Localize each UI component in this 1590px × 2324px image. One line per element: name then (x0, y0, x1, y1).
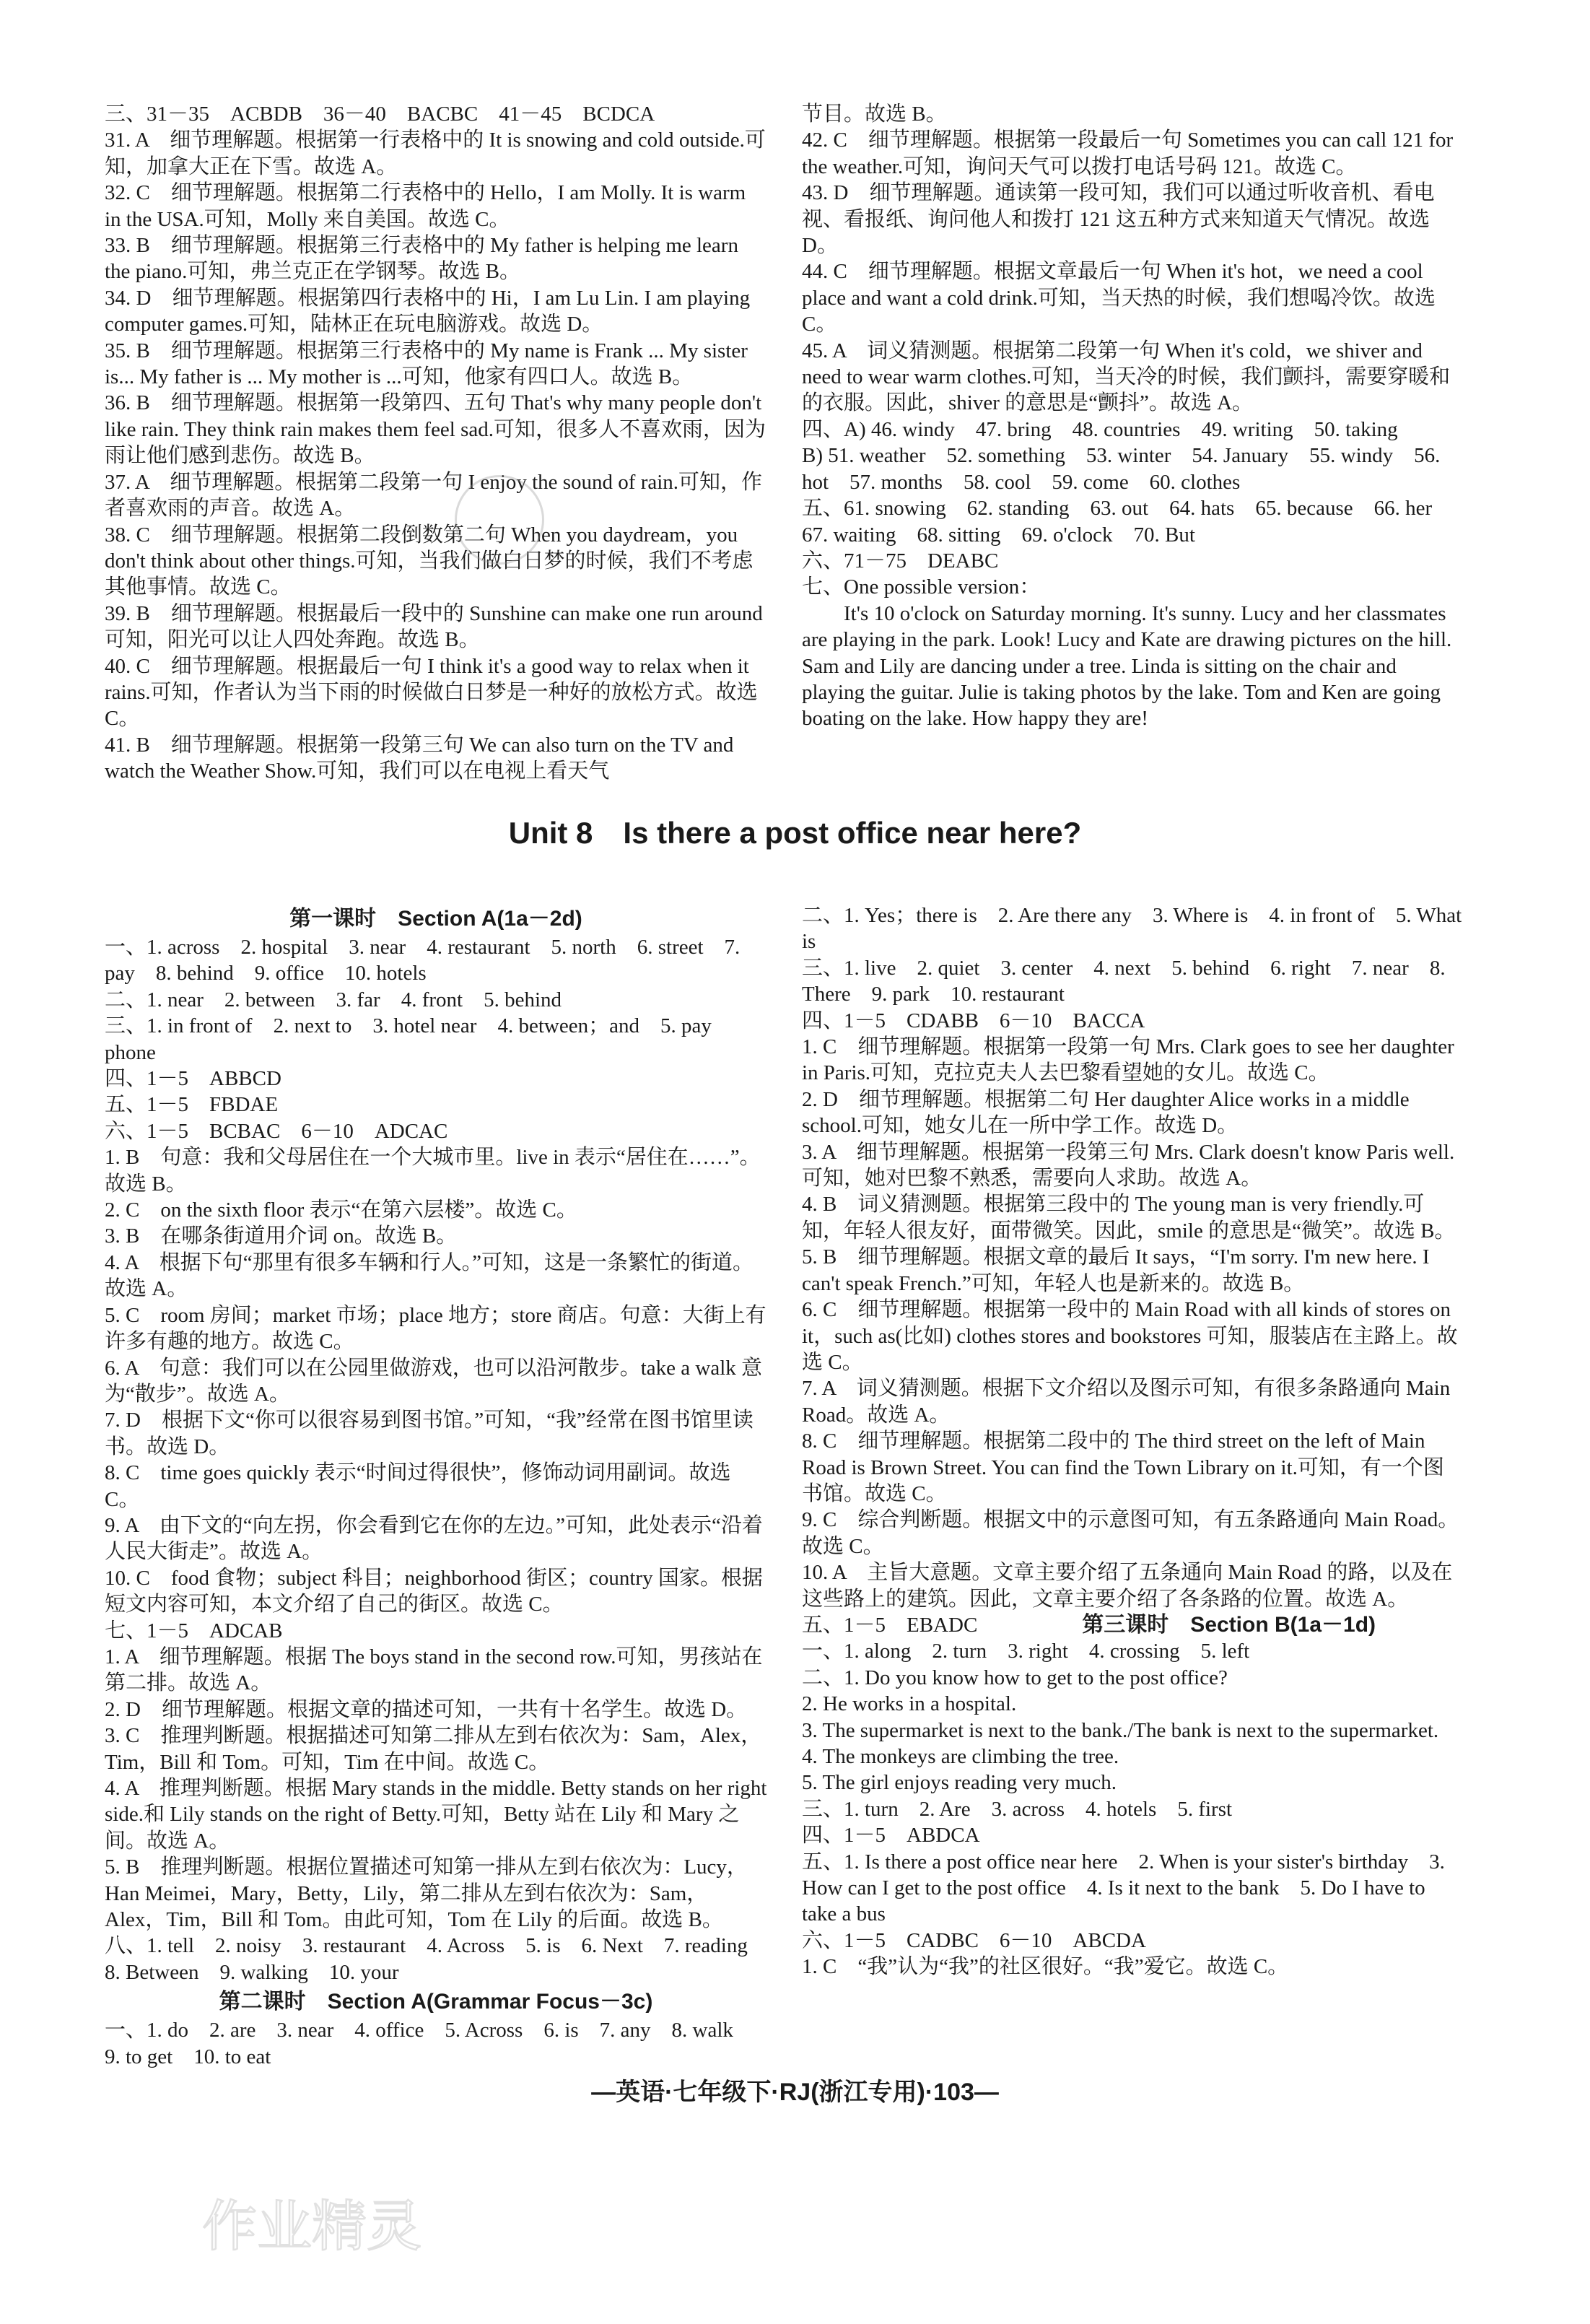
answer-line: 36. B 细节理解题。根据第一段第四、五句 That's why many people don't like rain. They think rain makes them feel sad.可知，很多人不喜欢雨，因为雨让他们感到悲伤。故选 B。 (105, 391, 767, 468)
answer-line: 9. A 由下文的“向左拐，你会看到它在你的左边。”可知，此处表示“沿着人民大街走”。故选 A。 (105, 1513, 763, 1564)
answer-line: 8. C 细节理解题。根据第二段中的 The third street on the left of Main Road is Brown Street. You can find the Town Library on it.可知，有一个图书馆。故选 C。 (802, 1429, 1444, 1505)
answer-line: 39. B 细节理解题。根据最后一段中的 Sunshine can make one run around 可知，阳光可以让人四处奔跑。故选 B。 (105, 601, 769, 652)
answer-line: 1. C “我”认为“我”的社区很好。“我”爱它。故选 C。 (802, 1955, 1289, 1979)
answer-line: 五、1－5 FBDAE (105, 1093, 279, 1117)
answer-line: 10. C food 食物；subject 科目；neighborhood 街区；country 国家。根据短文内容可知，本文介绍了自己的街区。故选 C。 (105, 1566, 763, 1616)
faint-stamp-mark (455, 475, 544, 565)
answer-line: 五、61. snowing 62. standing 63. out 64. hats 65. because 66. her 67. waiting 68. sitting 69. o'clock 70. But (802, 497, 1454, 547)
answer-line: 3. C 推理判断题。根据描述可知第二排从左到右依次为：Sam，Alex，Tim，Bill 和 Tom。可知，Tim 在中间。故选 C。 (105, 1724, 762, 1774)
answer-line: 1. B 句意：我和父母居住在一个大城市里。live in 表示“居住在……”。故选 B。 (105, 1146, 761, 1196)
section-title: 第二课时 Section A(Grammar Focus－3c) (219, 1990, 653, 2014)
answer-line: 六、1－5 BCBAC 6－10 ADCAC (105, 1119, 448, 1143)
answer-line: 二、1. near 2. between 3. far 4. front 5. behind (105, 988, 562, 1011)
answer-line: 6. C 细节理解题。根据第一段中的 Main Road with all kinds of stores on it，such as(比如) clothes stores and bookstores 可知，服装店在主路上。故选 C。 (802, 1298, 1458, 1374)
answer-line: 31. A 细节理解题。根据第一行表格中的 It is snowing and cold outside.可知，加拿大正在下雪。故选 A。 (105, 129, 766, 178)
answer-line (802, 1612, 1464, 1638)
answer-line: 4. A 根据下句“那里有很多车辆和行人。”可知，这是一条繁忙的街道。故选 A。 (105, 1250, 753, 1301)
answer-line: 34. D 细节理解题。根据第四行表格中的 Hi，I am Lu Lin. I am playing computer games.可知，陆林正在玩电脑游戏。故选 D。 (105, 286, 756, 336)
answer-line: 6. A 句意：我们可以在公园里做游戏，也可以沿河散步。take a walk 意为“散步”。故选 A。 (105, 1356, 763, 1406)
answer-line: B) 51. weather 52. something 53. winter 54. January 55. windy 56. hot 57. months 58. cool 59. come 60. clothes (802, 444, 1446, 494)
answer-line: 5. The girl enjoys reading very much. (802, 1771, 1117, 1795)
answer-line: 4. B 词义猜测题。根据第三段中的 The young man is very friendly.可知，年轻人很友好，面带微笑。因此，smile 的意思是“微笑”。故选 B。 (802, 1193, 1456, 1242)
answer-line: 10. A 主旨大意题。文章主要介绍了五条通向 Main Road 的路，以及在这些路上的建筑。因此，文章主要介绍了各条路的位置。故选 A。 (802, 1561, 1453, 1611)
answer-line: 一、1. along 2. turn 3. right 4. crossing 5. left (802, 1640, 1250, 1663)
answer-line: 2. C on the sixth floor 表示“在第六层楼”。故选 C。 (105, 1198, 577, 1222)
watermark-logo (195, 2180, 440, 2267)
answer-line: 六、1－5 CADBC 6－10 ABCDA (802, 1928, 1146, 1952)
answer-line: 45. A 词义猜测题。根据第二段第一句 When it's cold，we shiver and need to wear warm clothes.可知，当天冷的时候，我们颤抖，需要穿暖和的衣服。因此，shiver 的意思是“颤抖”。故选 A。 (802, 339, 1451, 415)
answer-line: 五、1. Is there a post office near here 2. When is your sister's birthday 3. How can I get to the post office 4. Is it next to the bank 5. Do I have to take a bus (802, 1850, 1451, 1926)
answer-line: 9. C 综合判断题。根据文中的示意图可知，有五条路通向 Main Road。故选 C。 (802, 1508, 1459, 1558)
left-column-bottom (105, 902, 772, 2070)
answer-line: 41. B 细节理解题。根据第一段第三句 We can also turn on the TV and watch the Weather Show.可知，我们可以在电视上看天气 (105, 733, 739, 783)
answer-line: 44. C 细节理解题。根据文章最后一句 When it's hot，we need a cool place and want a cold drink.可知，当天热的时候，我们想喝冷饮。故选 C。 (802, 260, 1441, 336)
answer-line-text: 五、1－5 EBADC (802, 1613, 978, 1637)
answer-line: 四、A) 46. windy 47. bring 48. countries 49. writing 50. taking (802, 417, 1398, 441)
answer-line: 二、1. Yes；there is 2. Are there any 3. Where is 4. in front of 5. What is (802, 904, 1467, 954)
answer-line: 4. The monkeys are climbing the tree. (802, 1745, 1119, 1768)
answer-line: 33. B 细节理解题。根据第三行表格中的 My father is helping me learn the piano.可知，弗兰克正在学钢琴。故选 B。 (105, 234, 744, 284)
answer-line: 四、1－5 ABDCA (802, 1824, 980, 1848)
answer-line: 37. A 细节理解题。根据第二段第一句 I enjoy the sound of rain.可知，作者喜欢雨的声音。故选 A。 (105, 470, 763, 521)
answer-line: 一、1. across 2. hospital 3. near 4. restaurant 5. north 6. street 7. pay 8. behind 9. office 10. hotels (105, 936, 746, 985)
answer-line: 7. D 根据下文“你可以很容易到图书馆。”可知，“我”经常在图书馆里读书。故选 D。 (105, 1409, 753, 1458)
answer-line: 5. B 细节理解题。根据文章的最后 It says，“I'm sorry. I'm new here. I can't speak French.”可知，年轻人也是新来的。故选 B。 (802, 1245, 1435, 1295)
answer-line: 三、31－35 ACBDB 36－40 BACBC 41－45 BCDCA (105, 103, 655, 126)
answer-line: 5. C room 房间；market 市场；place 地方；store 商店。句意：大街上有许多有趣的地方。故选 C。 (105, 1303, 766, 1354)
answer-line: 六、71－75 DEABC (802, 549, 999, 573)
answer-line: 3. The supermarket is next to the bank./The bank is next to the supermarket. (802, 1718, 1439, 1742)
answer-line: 二、1. Do you know how to get to the post office? (802, 1666, 1228, 1689)
answer-line: 三、1. turn 2. Are 3. across 4. hotels 5. first (802, 1797, 1233, 1821)
answer-line: 七、One possible version： (802, 575, 1041, 599)
answer-line: 八、1. tell 2. noisy 3. restaurant 4. Across 5. is 6. Next 7. reading 8. Between 9. walking 10. your (105, 1934, 769, 1984)
answer-line: 40. C 细节理解题。根据最后一句 I think it's a good way to relax when it rains.可知，作者认为当下雨的时候做白日梦是一种好的放松方式。故选 C。 (105, 654, 763, 731)
answer-line: 38. C 细节理解题。根据第二段倒数第二句 When you daydream，you don't think about other things.可知，当我们做白日梦的时候，我们不考虑其他事情。故选 C。 (105, 523, 753, 599)
page-footer: —英语·七年级下·RJ(浙江专用)·103— (591, 2079, 999, 2106)
answer-line: 7. A 词义猜测题。根据下文介绍以及图示可知，有很多条路通向 Main Road。故选 A。 (802, 1377, 1456, 1427)
answer-line: 四、1－5 ABBCD (105, 1067, 281, 1091)
sample-essay: It's 10 o'clock on Saturday morning. It's sunny. Lucy and her classmates are playing in the park. Look! Lucy and Kate are drawing pictures on the hill. Sam and Lily are dancing under a tree. Linda is sitting on the chair and playing the guitar. Julie is taking photos by the lake. Tom and Ken are going boating on the lake. How happy they are! (802, 601, 1457, 731)
answer-line: 1. A 细节理解题。根据 The boys stand in the second row.可知，男孩站在第二排。故选 A。 (105, 1645, 763, 1695)
section-title: 第一课时 Section A(1a－2d) (289, 907, 582, 931)
answer-line: 8. C time goes quickly 表示“时间过得很快”，修饰动词用副词。故选 C。 (105, 1461, 736, 1511)
answer-line: 1. C 细节理解题。根据第一段第一句 Mrs. Clark goes to see her daughter in Paris.可知，克拉克夫人去巴黎看望她的女儿。故选 C。 (802, 1035, 1459, 1085)
answer-line: 四、1－5 CDABB 6－10 BACCA (802, 1009, 1145, 1032)
right-column-bottom (802, 902, 1467, 1980)
section-title: 第三课时 Section B(1a－1d) (1082, 1612, 1376, 1637)
answer-line: 三、1. live 2. quiet 3. center 4. next 5. behind 6. right 7. near 8. There 9. park 10. restaurant (802, 956, 1451, 1006)
answer-line: 2. He works in a hospital. (802, 1692, 1017, 1716)
answer-line: 节目。故选 B。 (802, 103, 947, 126)
answer-line: 三、1. in front of 2. next to 3. hotel near 4. between；and 5. pay phone (105, 1014, 717, 1064)
watermark-glyphs: 作业精灵 (202, 2194, 421, 2258)
answer-line: 4. A 推理判断题。根据 Mary stands in the middle. Betty stands on her right side.和 Lily stands on the right of Betty.可知，Betty 站在 Lily 和 Mary 之间。故选 A。 (105, 1777, 772, 1853)
answer-line: 3. A 细节理解题。根据第一段第三句 Mrs. Clark doesn't know Paris well.可知，她对巴黎不熟悉，需要向人求助。故选 A。 (802, 1140, 1455, 1191)
answer-line: 七、1－5 ADCAB (105, 1619, 283, 1642)
answer-line: 一、1. do 2. are 3. near 4. office 5. Across 6. is 7. any 8. walk 9. to get 10. to eat (105, 2019, 754, 2068)
answer-line: 35. B 细节理解题。根据第三行表格中的 My name is Frank ... My sister is... My father is ... My mother is ...可知，他家有四口人。故选 B。 (105, 339, 753, 389)
unit-title: Unit 8 Is there a post office near here? (508, 816, 1082, 850)
answer-line: 42. C 细节理解题。根据第一段最后一句 Sometimes you can call 121 for the weather.可知，询问天气可以拨打电话号码 121。故选 C。 (802, 129, 1459, 178)
answer-line: 3. B 在哪条街道用介词 on。故选 B。 (105, 1224, 458, 1248)
answer-line: 43. D 细节理解题。通读第一段可知，我们可以通过听收音机、看电视、看报纸、询问他人和拨打 121 这五种方式来知道天气情况。故选 D。 (802, 181, 1436, 258)
answer-line: 32. C 细节理解题。根据第二行表格中的 Hello，I am Molly. It is warm in the USA.可知，Molly 来自美国。故选 C。 (105, 181, 751, 231)
right-column-top (802, 101, 1464, 732)
answer-line: 5. B 推理判断题。根据位置描述可知第一排从左到右依次为：Lucy，Han Meimei，Mary，Betty，Lily，第二排从左到右依次为：Sam，Alex，Tim，Bill 和 Tom。由此可知，Tom 在 Lily 的后面。故选 B。 (105, 1855, 748, 1932)
left-column-top (105, 101, 767, 785)
answer-line: 2. D 细节理解题。根据第二句 Her daughter Alice works in a middle school.可知，她女儿在一所中学工作。故选 D。 (802, 1087, 1415, 1138)
answer-line: 2. D 细节理解题。根据文章的描述可知，一共有十名学生。故选 D。 (105, 1697, 748, 1721)
